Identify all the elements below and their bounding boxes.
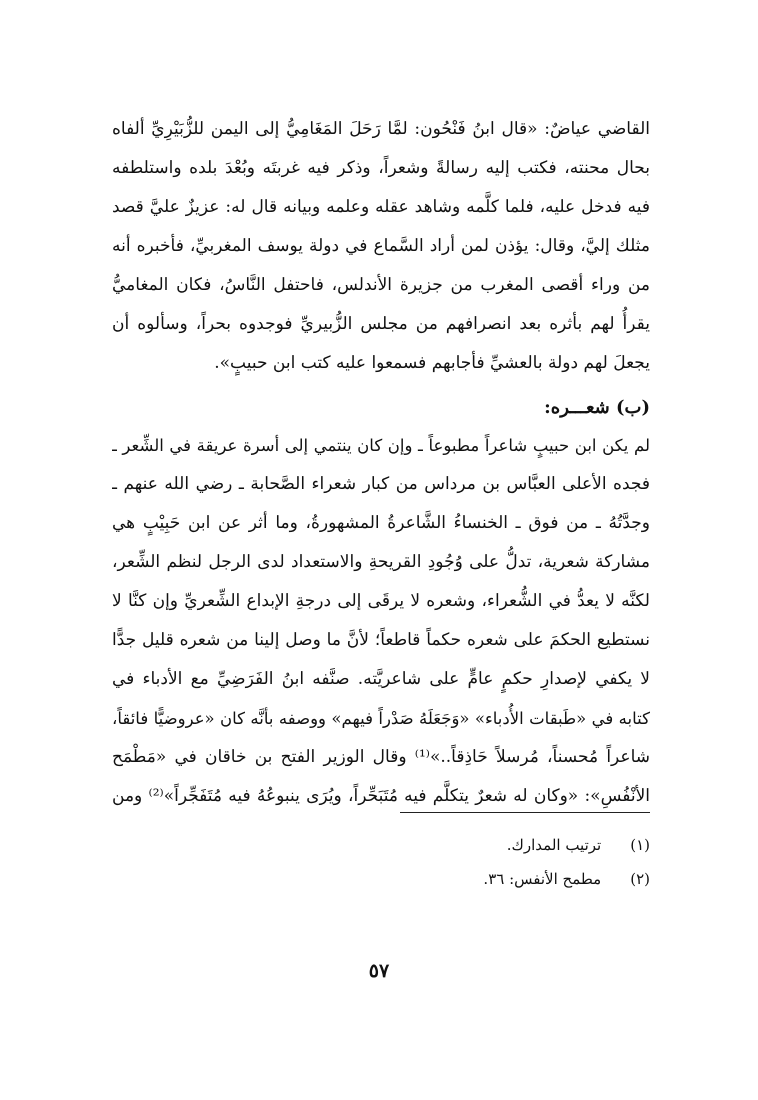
- footnote-item: [112, 828, 650, 862]
- text-line: القاضي عياضٌ: «قال ابنُ فَنْحُون: لمَّا رَحَلَ المَغَامِيُّ إلى اليمن للزُّبَيْرِيِّ ألفاه: [112, 119, 650, 139]
- text-line: شاعراً مُحسناً، مُرسلاً حَاذِقاً..»⁽¹⁾ وقال الوزير الفتح بن خاقان في «مَطْمَح: [112, 747, 650, 767]
- footnote-text: مطمح الأنفس: ٣٦.: [483, 870, 602, 888]
- footnotes: [112, 828, 650, 896]
- section-heading: (ب) شعـــره:: [544, 397, 650, 418]
- text-line: نستطيع الحكمَ على شعره حكماً قاطعاً؛ لأنَّ ما وصل إلينا من شعره قليل جدًّا: [112, 630, 650, 650]
- paragraph-1: [112, 110, 650, 383]
- text-line: لم يكن ابن حبيبٍ شاعراً مطبوعاً ـ وإن كان ينتمي إلى أسرة عريقة في الشِّعر ـ: [112, 436, 650, 455]
- text-line: الأنْفُسِ»: «وكان له شعرٌ يتكلَّم فيه مُتَبَحِّراً، ويُرَى ينبوعُهُ فيه مُتَفَجِّراً»⁽²⁾ ومن: [112, 786, 650, 806]
- text-line: مشاركة شعرية، تدلُّ على وُجُودِ القريحةِ والاستعداد لدى الرجل لنظم الشِّعر،: [112, 552, 650, 572]
- text-line: لا يكفي لإصدارِ حكمٍ عامٍّ على شاعريَّته. صنَّفه ابنُ الفَرَضِيِّ مع الأدباء في: [112, 669, 650, 689]
- text-line: مثلك إليَّ، وقال: يؤذن لمن أراد السَّماع في دولة يوسف المغربيِّ، فأخبره أنه: [112, 236, 650, 256]
- footnote-number: (١): [630, 836, 650, 854]
- text-line: يجعلَ لهم دولة بالعشيِّ فأجابهم فسمعوا عليه كتب ابن حبيبٍ».: [214, 353, 650, 373]
- text-line: فجده الأعلى العبَّاس بن مرداس من كبار شعراء الصَّحابة ـ رضي الله عنهم ـ: [112, 474, 650, 494]
- text-line: فيه فدخل عليه، فلما كلَّمه وشاهد عقله وعلمه وبيانه قال له: عزيزٌ عليَّ قصد: [112, 197, 650, 217]
- footnote-number: (٢): [630, 870, 650, 888]
- text-line: من وراء أقصى المغرب من جزيرة الأندلس، فاحتفل النَّاسُ، فكان المغاميُّ: [112, 275, 650, 295]
- footnote-item: [112, 862, 650, 896]
- text-line: يقرأُ لهم بأثره بعد انصرافهم من مجلس الزُّبيريِّ فوجدوه بحراً، وسألوه أن: [112, 314, 650, 334]
- paragraph-2: [112, 426, 650, 816]
- text-line: وجدَّتُهُ ـ من فوق ـ الخنساءُ الشَّاعرةُ المشهورةُ، وما أثر عن ابن حَبِيْبٍ هي: [112, 513, 650, 533]
- footnote-separator: [400, 812, 650, 813]
- footnote-text: ترتيب المدارك.: [506, 836, 602, 854]
- text-line: لكنَّه لا يعدُّ في الشُّعراء، وشعره لا يرقَى إلى درجةِ الإبداع الشِّعريِّ وإن كنَّا لا: [112, 591, 650, 611]
- page-number: ٥٧: [368, 960, 390, 982]
- text-line: كتابه في «طَبقات الأُدباء» «وَجَعَلَهُ صَدْراً فيهم» ووصفه بأنَّه كان «عروضيًّا فائقاً،: [112, 709, 650, 728]
- text-line: بحال محنته، فكتب إليه رسالةً وشعراً، وذكر فيه غربتَه وبُعْدَ بلده واستلطفه: [112, 158, 650, 178]
